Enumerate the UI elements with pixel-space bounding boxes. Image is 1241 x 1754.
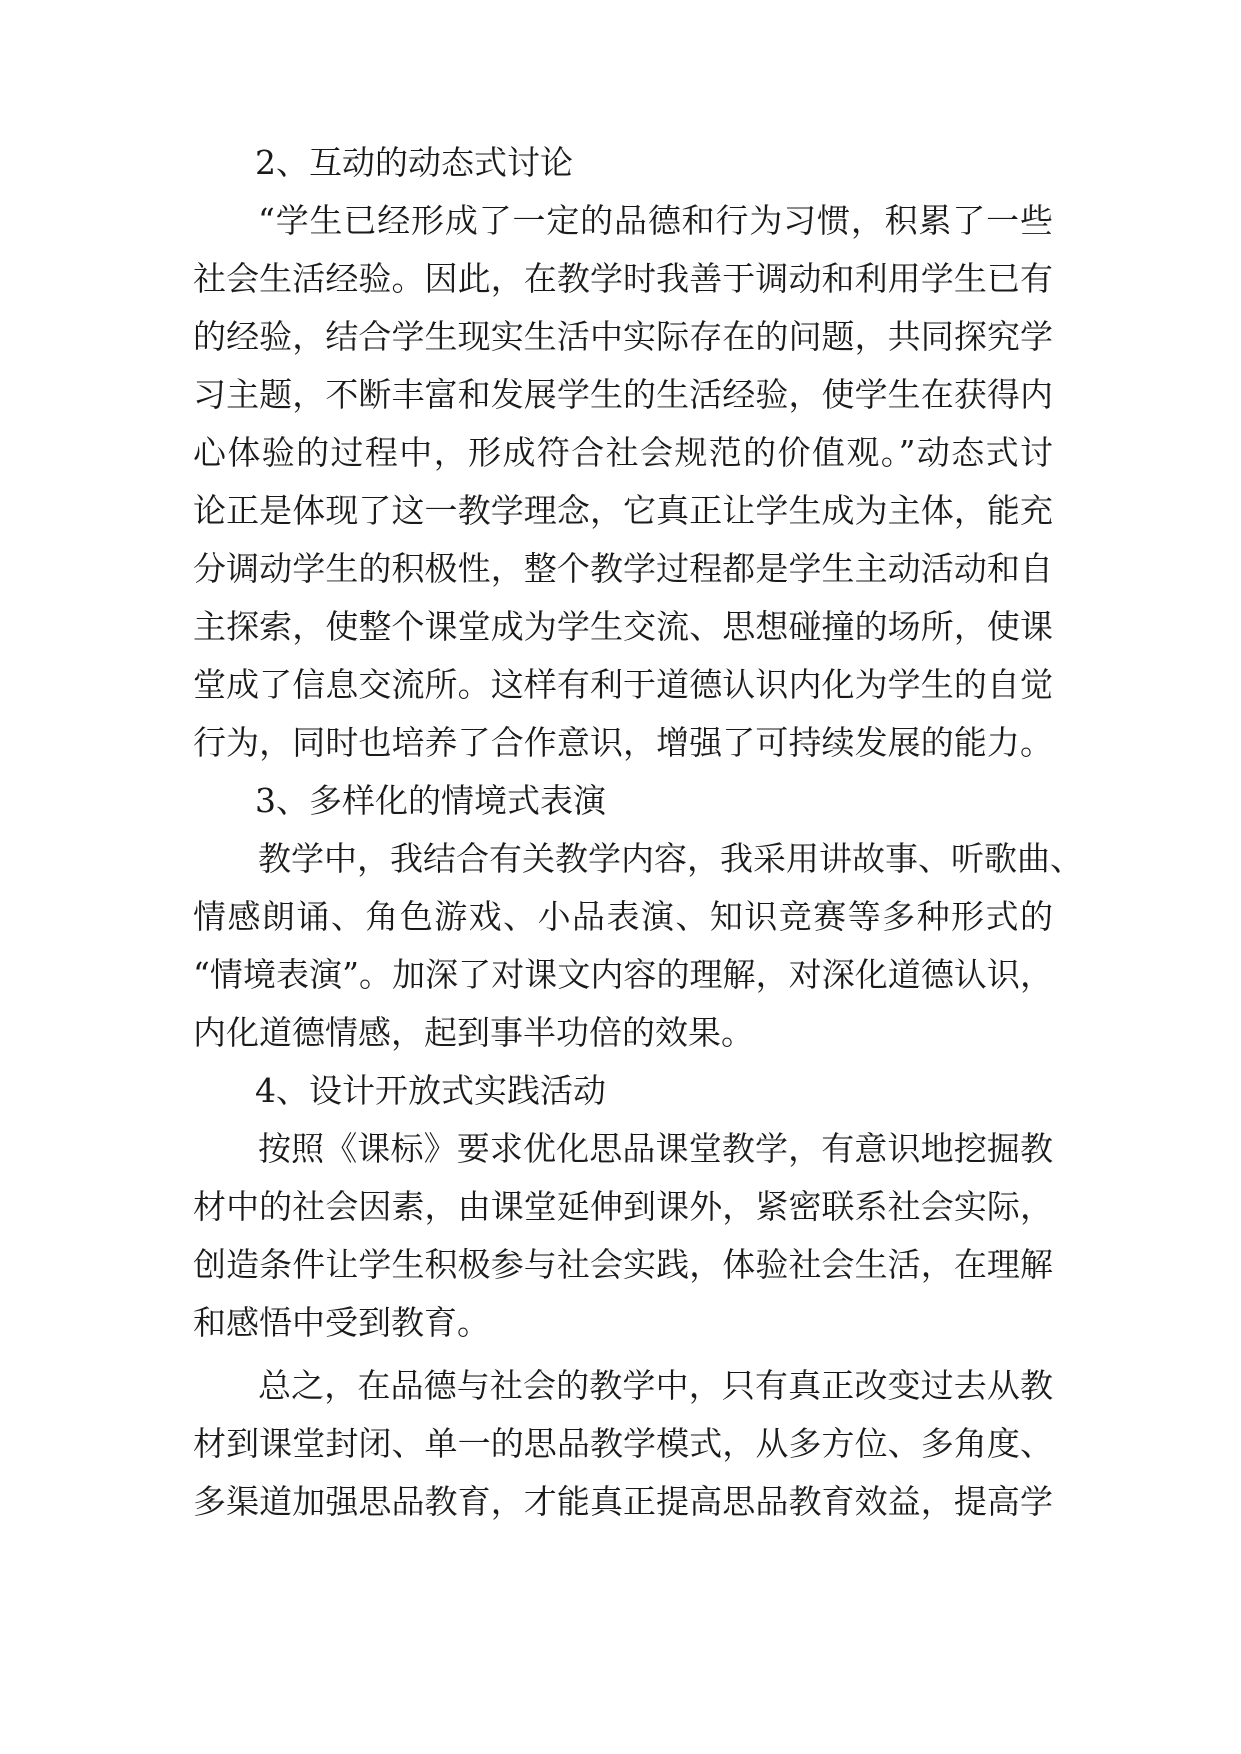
paragraph-line: 社会生活经验。因此，在教学时我善于调动和利用学生已有 — [193, 259, 1053, 298]
section-heading-2: 2、互动的动态式讨论 — [255, 143, 573, 182]
paragraph-line: “情境表演”。加深了对课文内容的理解，对深化道德认识， — [193, 955, 1053, 994]
paragraph-line: 行为，同时也培养了合作意识，增强了可持续发展的能力。 — [193, 723, 1053, 762]
paragraph-line: 创造条件让学生积极参与社会实践，体验社会生活，在理解 — [193, 1245, 1053, 1284]
section-heading-4: 4、设计开放式实践活动 — [255, 1071, 606, 1110]
paragraph-line: 主探索，使整个课堂成为学生交流、思想碰撞的场所，使课 — [193, 607, 1053, 646]
paragraph-line: 的经验，结合学生现实生活中实际存在的问题，共同探究学 — [193, 317, 1053, 356]
paragraph-line: 教学中，我结合有关教学内容，我采用讲故事、听歌曲、 — [258, 839, 1083, 878]
paragraph-line: 内化道德情感，起到事半功倍的效果。 — [193, 1013, 754, 1052]
paragraph-line: 心体验的过程中，形成符合社会规范的价值观。”动态式讨 — [193, 433, 1053, 472]
paragraph-line: 多渠道加强思品教育，才能真正提高思品教育效益，提高学 — [193, 1482, 1053, 1521]
paragraph-line: 论正是体现了这一教学理念，它真正让学生成为主体，能充 — [193, 491, 1053, 530]
paragraph-line: “学生已经形成了一定的品德和行为习惯，积累了一些 — [258, 201, 1053, 240]
paragraph-line: 堂成了信息交流所。这样有利于道德认识内化为学生的自觉 — [193, 665, 1053, 704]
paragraph-line: 习主题，不断丰富和发展学生的生活经验，使学生在获得内 — [193, 375, 1053, 414]
paragraph-line: 情感朗诵、角色游戏、小品表演、知识竞赛等多种形式的 — [193, 897, 1053, 936]
section-heading-3: 3、多样化的情境式表演 — [255, 781, 606, 820]
paragraph-line: 材中的社会因素，由课堂延伸到课外，紧密联系社会实际， — [193, 1187, 1053, 1226]
paragraph-line: 材到课堂封闭、单一的思品教学模式，从多方位、多角度、 — [193, 1424, 1053, 1463]
paragraph-line: 分调动学生的积极性，整个教学过程都是学生主动活动和自 — [193, 549, 1053, 588]
paragraph-line: 总之，在品德与社会的教学中，只有真正改变过去从教 — [258, 1366, 1053, 1405]
paragraph-line: 按照《课标》要求优化思品课堂教学，有意识地挖掘教 — [258, 1129, 1053, 1168]
paragraph-line: 和感悟中受到教育。 — [193, 1303, 490, 1342]
